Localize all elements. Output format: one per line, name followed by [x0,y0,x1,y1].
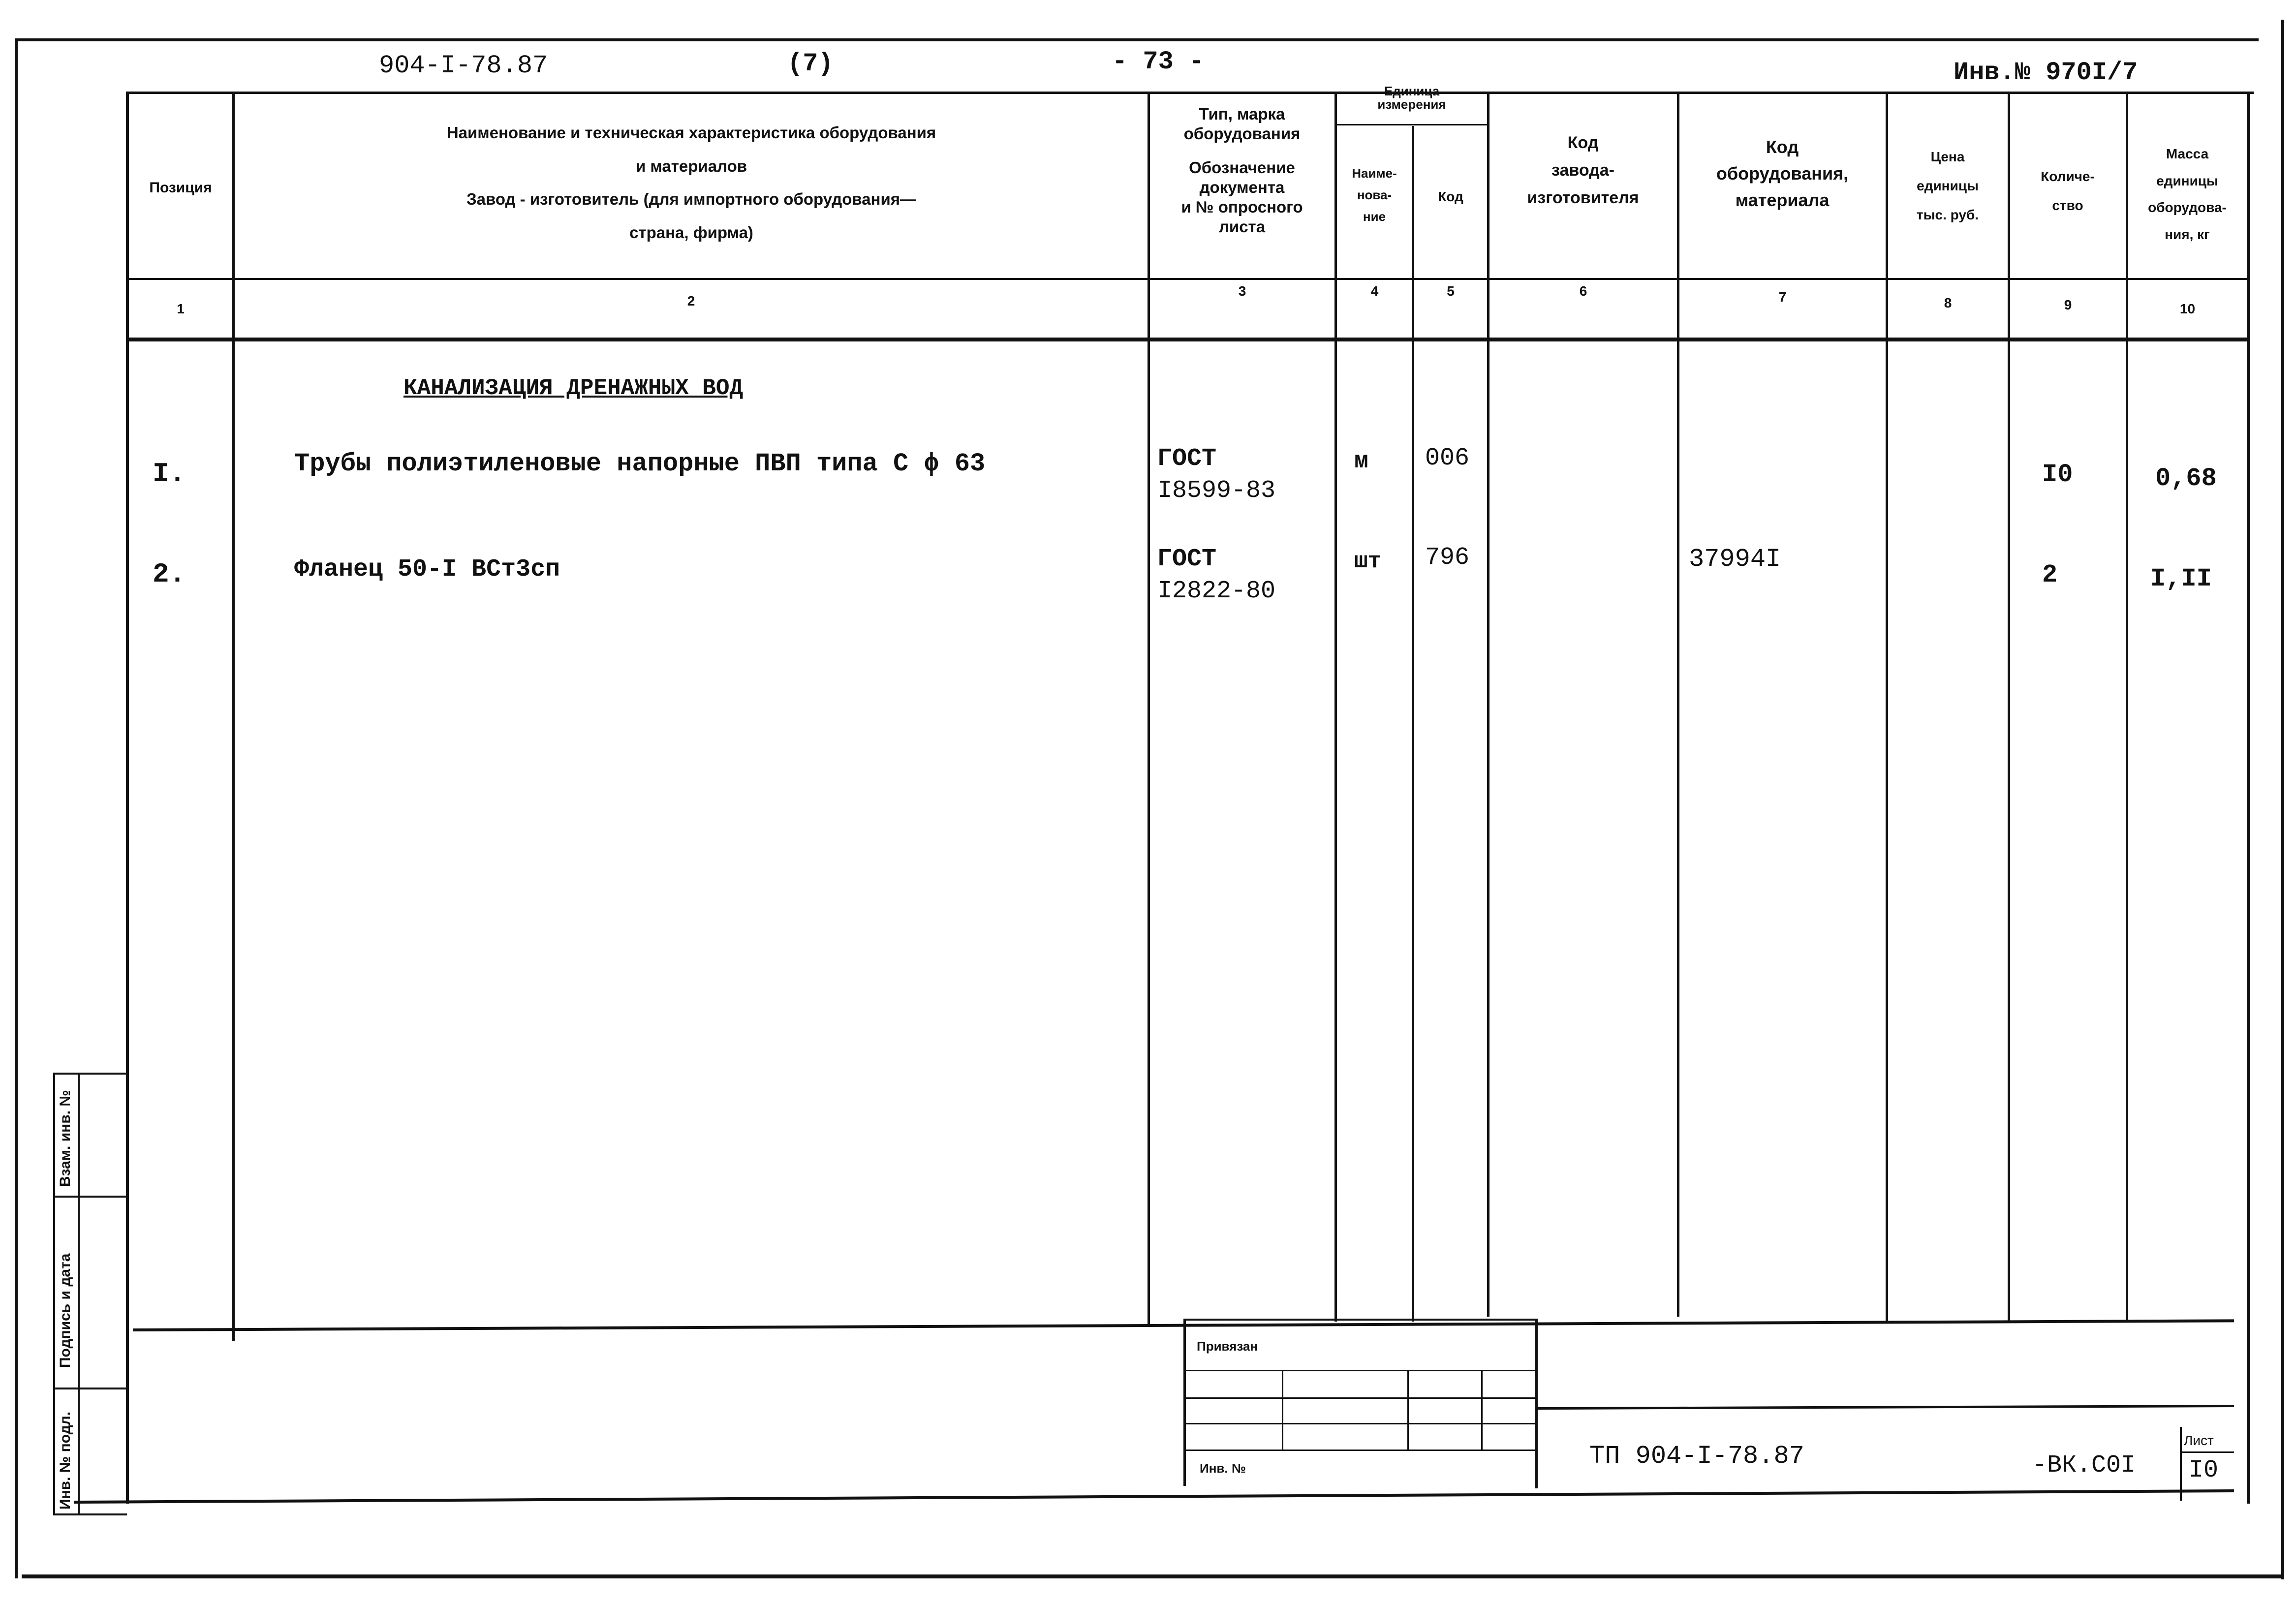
header-quantity-line-2: ство [2052,197,2083,213]
column-numbers-divider [128,338,2249,341]
row-2-doc [1157,543,1275,607]
doc-code: 904-I-78.87 [379,51,548,80]
col-line-2 [1148,92,1150,1326]
col-line-7 [1886,92,1888,1322]
inv-no-label: Инв. № [1200,1461,1246,1476]
header-type-line-4: Обозначение [1189,158,1295,177]
title-block-bottom [74,1489,2234,1504]
header-type-line-5: документа [1199,178,1285,196]
header-quantity-line-1: Количе- [2041,169,2095,184]
section-title: КАНАЛИЗАЦИЯ ДРЕНАЖНЫХ ВОД [403,375,744,401]
binding-col-3 [1481,1370,1483,1450]
side-replaced-inv: Взам. инв. № [57,1090,73,1187]
row-2-unit: шт [1354,549,1382,574]
header-unit-mass-line-1: Масса [2166,146,2209,161]
header-unit-group [1336,85,1487,112]
row-1-doc-line-1: ГОСТ [1157,445,1217,473]
header-unit-code: Код [1438,189,1463,204]
header-unit-name [1336,162,1412,228]
column-number-5: 5 [1447,283,1455,299]
row-1-position: I. [153,458,186,490]
sheet-box-divider [2181,1451,2234,1453]
binding-block-left [1183,1319,1186,1486]
outer-frame-left [15,38,18,1578]
header-name-line-4: страна, фирма) [629,223,753,242]
row-2-unit-code: 796 [1425,544,1470,572]
page-number: - 73 - [1112,47,1205,76]
row-1-doc [1157,443,1275,507]
row-1-name: Трубы полиэтиленовые напорные ПВП типа С ϕ 63 [294,449,986,478]
header-unit-price-line-1: Цена [1930,149,1965,164]
table-top-border [128,92,2254,94]
header-type-line-6: и № опросного [1181,198,1303,216]
header-plant-code [1489,129,1677,212]
header-equipment-code-line-1: Код [1766,137,1799,157]
row-1-mass: 0,68 [2155,464,2217,493]
row-1-doc-line-2: I8599-83 [1157,477,1276,505]
column-number-4: 4 [1370,283,1379,299]
header-unit-group-line-1: Единица [1384,84,1440,98]
column-number-3: 3 [1238,283,1246,299]
col-line-3 [1334,92,1337,1322]
col-line-1 [232,92,235,1341]
column-number-6: 6 [1579,283,1587,299]
side-stamp-top [53,1073,127,1075]
side-stamp-bottom [53,1513,127,1515]
column-number-9: 9 [2064,297,2072,312]
header-unit-mass-line-3: оборудова- [2148,200,2227,216]
outer-frame-bottom [22,1574,2284,1578]
col-line-4 [1412,126,1414,1322]
header-unit-mass-line-4: ния, кг [2165,226,2210,242]
row-2-doc-line-2: I2822-80 [1157,577,1276,605]
part-number: (7) [787,49,834,78]
col-line-9 [2126,92,2128,1322]
row-2-position: 2. [153,558,186,590]
table-right-border [2247,92,2250,1504]
header-type-mark [1149,104,1334,237]
row-2-doc-line-1: ГОСТ [1157,545,1217,573]
binding-row-4 [1186,1450,1535,1451]
header-name-line-2: и материалов [635,156,747,175]
header-type-line-1: Тип, марка [1199,105,1285,123]
row-2-equipment-code: 37994I [1689,545,1781,574]
header-unit-name-line-2: нова- [1357,187,1392,203]
column-number-7: 7 [1778,289,1787,305]
binding-block-top [1183,1319,1538,1321]
side-stamp-div-1 [53,1196,127,1198]
outer-frame-top [15,38,2259,41]
binding-col-1 [1282,1370,1283,1450]
header-type-line-7: листа [1218,217,1266,236]
col-line-5 [1487,92,1489,1317]
row-2-name: Фланец 50-I ВСт3сп [294,555,560,584]
header-plant-code-line-3: изготовителя [1527,188,1639,208]
header-unit-price [1888,143,2008,229]
header-plant-code-line-2: завода- [1551,161,1614,180]
row-2-quantity: 2 [2042,560,2058,589]
row-2-mass: I,II [2150,564,2212,593]
header-name [236,116,1147,249]
designation-top [1538,1405,2234,1410]
header-unit-price-line-3: тыс. руб. [1916,207,1979,222]
row-1-unit-code: 006 [1425,444,1470,472]
binding-block-right [1535,1319,1538,1488]
side-inv-orig: Инв. № подл. [57,1411,73,1510]
side-stamp-right [78,1073,80,1515]
sheet-label: Лист [2184,1433,2214,1448]
unit-group-divider [1334,124,1489,125]
designation-code: -ВК.С0I [2032,1451,2136,1480]
col-line-8 [2008,92,2010,1322]
header-unit-group-line-2: измерения [1377,97,1446,112]
header-unit-price-line-2: единицы [1917,178,1979,193]
header-unit-name-line-1: Наиме- [1352,166,1397,181]
binding-col-2 [1407,1370,1409,1450]
row-1-quantity: I0 [2042,460,2073,489]
header-position: Позиция [149,180,212,196]
header-unit-mass [2128,141,2247,248]
binding-row-1 [1186,1370,1535,1371]
header-equipment-code-line-3: материала [1735,190,1830,210]
header-unit-mass-line-2: единицы [2156,173,2218,188]
column-number-8: 8 [1944,295,1952,310]
header-name-line-1: Наименование и техническая характеристика оборудования [446,123,936,142]
header-equipment-code [1679,134,1886,214]
column-number-1: 1 [177,301,185,316]
inventory-number: Инв.№ 970I/7 [1954,58,2138,87]
row-1-unit: м [1354,448,1368,475]
header-unit-name-line-3: ние [1363,209,1386,224]
header-name-line-3: Завод - изготовитель (для импортного оборудования— [466,190,917,209]
designation: ТП 904-I-78.87 [1589,1442,1804,1471]
binding-label: Привязан [1197,1339,1258,1354]
side-stamp-left [53,1073,55,1515]
sheet-number: I0 [2189,1456,2219,1484]
binding-row-2 [1186,1397,1535,1399]
header-plant-code-line-1: Код [1567,133,1599,152]
side-stamp-div-2 [53,1388,127,1389]
header-quantity [2010,162,2126,220]
header-divider [128,278,2249,280]
side-signature-date: Подпись и дата [57,1253,73,1368]
binding-row-3 [1186,1423,1535,1424]
column-number-10: 10 [2179,301,2196,316]
header-equipment-code-line-2: оборудования, [1716,163,1849,184]
header-type-line-3 [1149,144,1334,158]
outer-frame-right [2281,20,2284,1579]
column-number-2: 2 [687,293,695,308]
col-line-6 [1677,92,1679,1317]
header-type-line-2: оборудования [1183,124,1301,143]
